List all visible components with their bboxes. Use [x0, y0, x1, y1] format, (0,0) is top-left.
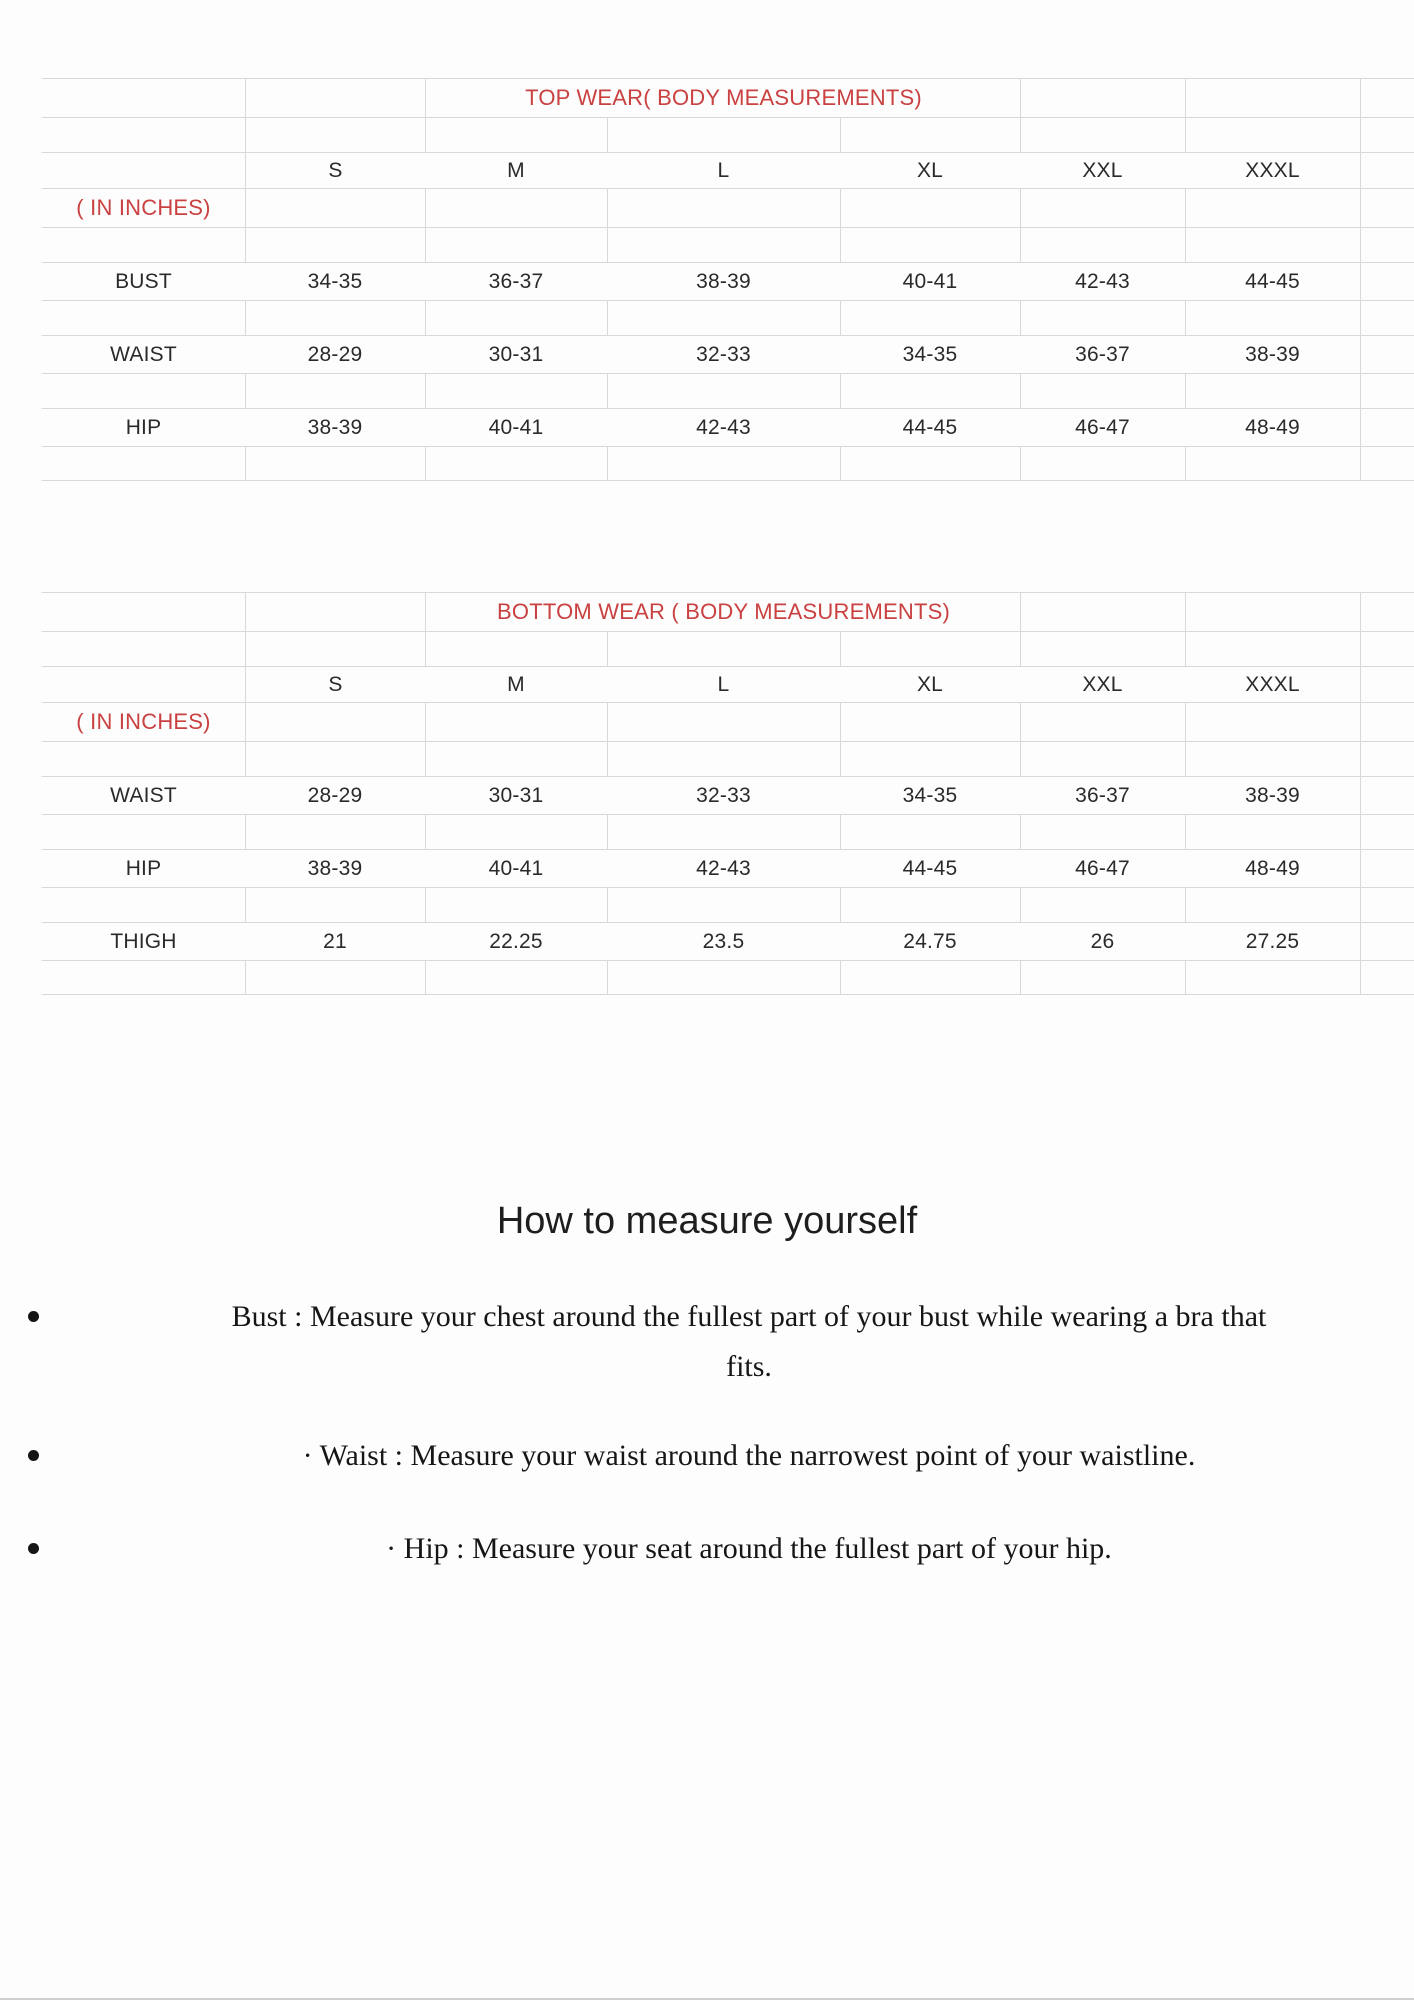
table-row	[42, 776, 1414, 814]
grid-cell	[1185, 632, 1360, 666]
grid-cell	[1360, 961, 1414, 994]
size-header: XXL	[1082, 672, 1123, 696]
grid-cell	[425, 118, 607, 152]
size-header: XXXL	[1245, 672, 1300, 696]
grid-cell	[1185, 228, 1360, 262]
grid-cell	[425, 888, 607, 922]
grid-cell	[1360, 153, 1414, 188]
bullet-item-waist	[0, 1431, 1414, 1481]
grid-cell	[1185, 301, 1360, 335]
bullet-text-waist: · Waist : Measure your waist around the narrowest point of your waistline.	[302, 1439, 1196, 1472]
grid-cell	[1360, 301, 1414, 335]
table-row	[42, 592, 1414, 631]
grid-cell	[1020, 961, 1185, 994]
row-label: HIP	[125, 415, 162, 439]
table-row	[42, 666, 1414, 702]
cell-value: 42-43	[696, 856, 751, 880]
grid-cell	[840, 888, 1020, 922]
grid-cell	[42, 374, 245, 408]
cell-value: 48-49	[1245, 415, 1300, 439]
cell-value: 38-39	[307, 415, 363, 439]
spacer-row	[42, 887, 1414, 922]
grid-cell	[840, 374, 1020, 408]
cell-value: 32-33	[696, 783, 751, 807]
row-label: HIP	[125, 856, 162, 880]
grid-cell	[425, 742, 607, 776]
grid-cell	[1360, 777, 1414, 814]
grid-cell	[42, 301, 245, 335]
cell-value: 27.25	[1245, 929, 1300, 953]
grid-cell	[1360, 263, 1414, 300]
grid-cell	[1360, 118, 1414, 152]
cell-value: 28-29	[307, 783, 363, 807]
grid-cell	[245, 888, 425, 922]
grid-cell	[1185, 888, 1360, 922]
bullet-text-bust-line2: fits.	[726, 1350, 772, 1383]
grid-cell	[1185, 447, 1360, 480]
grid-cell	[245, 961, 425, 994]
grid-cell	[840, 815, 1020, 849]
grid-cell	[245, 703, 425, 741]
spacer-row	[42, 814, 1414, 849]
size-header: S	[245, 153, 425, 188]
cell-value: 30-31	[488, 783, 544, 807]
size-header: XL	[916, 158, 944, 182]
grid-cell	[425, 447, 607, 480]
table-title: TOP WEAR( BODY MEASUREMENTS)	[525, 85, 922, 110]
grid-cell	[1185, 118, 1360, 152]
cell-value: 46-47	[1075, 415, 1130, 439]
bullet-item-hip	[0, 1524, 1414, 1574]
grid-cell	[607, 301, 840, 335]
row-label: WAIST	[110, 783, 177, 807]
grid-cell	[1360, 189, 1414, 227]
grid-cell	[1185, 703, 1360, 741]
spacer-row	[42, 446, 1414, 481]
size-header: XXL	[1082, 158, 1123, 182]
grid-cell	[1185, 593, 1360, 631]
grid-cell	[1360, 409, 1414, 446]
grid-cell	[1360, 923, 1414, 960]
grid-cell	[245, 228, 425, 262]
cell-value: 32-33	[696, 342, 751, 366]
cell-value: 34-35	[902, 342, 958, 366]
grid-cell	[42, 961, 245, 994]
spacer-row	[42, 741, 1414, 776]
cell-value: 36-37	[1075, 342, 1130, 366]
grid-cell	[245, 374, 425, 408]
cell-value: 40-41	[488, 856, 544, 880]
grid-cell	[1185, 79, 1360, 117]
grid-cell	[42, 228, 245, 262]
grid-cell	[1020, 593, 1185, 631]
grid-cell	[42, 153, 245, 188]
grid-cell	[1360, 374, 1414, 408]
size-header: L	[717, 158, 730, 182]
spacer-row	[42, 373, 1414, 408]
table-row	[42, 262, 1414, 300]
grid-cell	[607, 742, 840, 776]
cell-value: 36-37	[488, 269, 544, 293]
cell-value: 44-45	[1245, 269, 1300, 293]
grid-cell	[1360, 228, 1414, 262]
grid-cell	[245, 79, 425, 117]
cell-value: 21	[323, 929, 347, 953]
cell-value: 40-41	[488, 415, 544, 439]
grid-cell	[1020, 301, 1185, 335]
cell-value: 40-41	[902, 269, 958, 293]
grid-cell	[1020, 374, 1185, 408]
grid-cell	[1185, 815, 1360, 849]
size-header: L	[717, 672, 730, 696]
grid-cell	[1020, 815, 1185, 849]
table-row	[42, 408, 1414, 446]
grid-cell	[425, 632, 607, 666]
grid-cell	[245, 742, 425, 776]
measure-instructions	[0, 1292, 1414, 1574]
size-header: M	[507, 672, 525, 696]
grid-cell	[840, 742, 1020, 776]
grid-cell	[42, 815, 245, 849]
cell-value: 28-29	[307, 342, 363, 366]
table-row	[42, 335, 1414, 373]
cell-value: 26	[1090, 929, 1115, 953]
cell-value: 44-45	[902, 856, 958, 880]
cell-value: 46-47	[1075, 856, 1130, 880]
grid-cell	[840, 301, 1020, 335]
grid-cell	[1020, 742, 1185, 776]
cell-value: 42-43	[1075, 269, 1130, 293]
cell-value: 38-39	[1245, 342, 1300, 366]
bullet-text-bust-line1: Bust : Measure your chest around the fullest part of your bust while wearing a bra that	[231, 1300, 1267, 1333]
grid-cell	[425, 189, 607, 227]
size-header: M	[507, 158, 525, 182]
grid-cell	[42, 118, 245, 152]
grid-cell	[1360, 593, 1414, 631]
grid-cell	[42, 888, 245, 922]
grid-cell	[840, 189, 1020, 227]
cell-value: 34-35	[307, 269, 363, 293]
grid-cell	[1360, 447, 1414, 480]
cell-value: 22.25	[489, 929, 543, 953]
table-title: BOTTOM WEAR ( BODY MEASUREMENTS)	[497, 599, 950, 624]
row-label: THIGH	[110, 929, 177, 953]
grid-cell	[1020, 79, 1185, 117]
grid-cell	[840, 593, 1020, 631]
spacer-row	[42, 117, 1414, 152]
unit-label: ( IN INCHES)	[76, 709, 211, 734]
grid-cell	[607, 815, 840, 849]
cell-value: 48-49	[1245, 856, 1300, 880]
cell-value: 24.75	[903, 929, 957, 953]
cell-value: 42-43	[696, 415, 751, 439]
table-row	[42, 78, 1414, 117]
grid-cell	[1020, 632, 1185, 666]
grid-cell	[245, 301, 425, 335]
grid-cell	[42, 742, 245, 776]
grid-cell	[607, 228, 840, 262]
size-header: XXXL	[1245, 158, 1300, 182]
grid-cell	[840, 79, 1020, 117]
grid-cell	[1360, 632, 1414, 666]
grid-cell	[245, 189, 425, 227]
grid-cell	[840, 961, 1020, 994]
grid-cell	[1360, 703, 1414, 741]
grid-cell	[42, 632, 245, 666]
grid-cell	[42, 593, 245, 631]
grid-cell	[840, 703, 1020, 741]
grid-cell	[840, 118, 1020, 152]
cell-value: 36-37	[1075, 783, 1130, 807]
grid-cell	[607, 888, 840, 922]
grid-cell	[245, 632, 425, 666]
bullet-marker-icon	[28, 1543, 39, 1554]
grid-cell	[425, 703, 607, 741]
grid-cell	[1360, 79, 1414, 117]
grid-cell	[607, 632, 840, 666]
grid-cell	[840, 447, 1020, 480]
table-row	[42, 702, 1414, 741]
size-header: S	[245, 667, 425, 702]
grid-cell	[1185, 189, 1360, 227]
table-row	[42, 922, 1414, 960]
grid-cell	[1185, 742, 1360, 776]
grid-cell	[425, 961, 607, 994]
grid-cell	[1360, 850, 1414, 887]
how-to-measure-heading: How to measure yourself	[496, 1200, 918, 1243]
grid-cell	[1360, 336, 1414, 373]
cell-value: 38-39	[1245, 783, 1300, 807]
grid-cell	[1020, 888, 1185, 922]
grid-cell	[425, 301, 607, 335]
top-wear-size-table	[42, 78, 1414, 481]
grid-cell	[607, 118, 840, 152]
spacer-row	[42, 227, 1414, 262]
grid-cell	[1360, 815, 1414, 849]
grid-cell	[1185, 961, 1360, 994]
cell-value: 23.5	[702, 929, 745, 953]
table-row	[42, 849, 1414, 887]
grid-cell	[607, 703, 840, 741]
spacer-row	[42, 631, 1414, 666]
bullet-marker-icon	[28, 1450, 39, 1461]
grid-cell	[1020, 118, 1185, 152]
grid-cell	[245, 815, 425, 849]
bullet-text-hip: · Hip : Measure your seat around the fullest part of your hip.	[386, 1532, 1112, 1565]
grid-cell	[1020, 228, 1185, 262]
grid-cell	[42, 79, 245, 117]
bullet-item-bust	[0, 1292, 1414, 1392]
grid-cell	[840, 632, 1020, 666]
grid-cell	[245, 118, 425, 152]
grid-cell	[607, 447, 840, 480]
cell-value: 38-39	[307, 856, 363, 880]
unit-label: ( IN INCHES)	[76, 195, 211, 220]
cell-value: 44-45	[902, 415, 958, 439]
grid-cell	[1020, 447, 1185, 480]
grid-cell	[1360, 667, 1414, 702]
grid-cell	[1360, 742, 1414, 776]
grid-cell	[245, 447, 425, 480]
grid-cell	[425, 374, 607, 408]
grid-cell	[1020, 703, 1185, 741]
spacer-row	[42, 300, 1414, 335]
grid-cell	[42, 447, 245, 480]
grid-cell	[840, 228, 1020, 262]
grid-cell	[1020, 189, 1185, 227]
bottom-wear-size-table	[42, 592, 1414, 995]
grid-cell	[1360, 888, 1414, 922]
size-header: XL	[916, 672, 944, 696]
table-row	[42, 188, 1414, 227]
grid-cell	[42, 667, 245, 702]
grid-cell	[607, 961, 840, 994]
grid-cell	[245, 593, 425, 631]
row-label: WAIST	[110, 342, 177, 366]
row-label: BUST	[115, 269, 172, 293]
table-row	[42, 152, 1414, 188]
cell-value: 34-35	[902, 783, 958, 807]
grid-cell	[425, 228, 607, 262]
cell-value: 30-31	[488, 342, 544, 366]
grid-cell	[425, 815, 607, 849]
grid-cell	[1185, 374, 1360, 408]
cell-value: 38-39	[696, 269, 751, 293]
bullet-marker-icon	[28, 1311, 39, 1322]
grid-cell	[607, 189, 840, 227]
spacer-row	[42, 960, 1414, 995]
grid-cell	[607, 374, 840, 408]
